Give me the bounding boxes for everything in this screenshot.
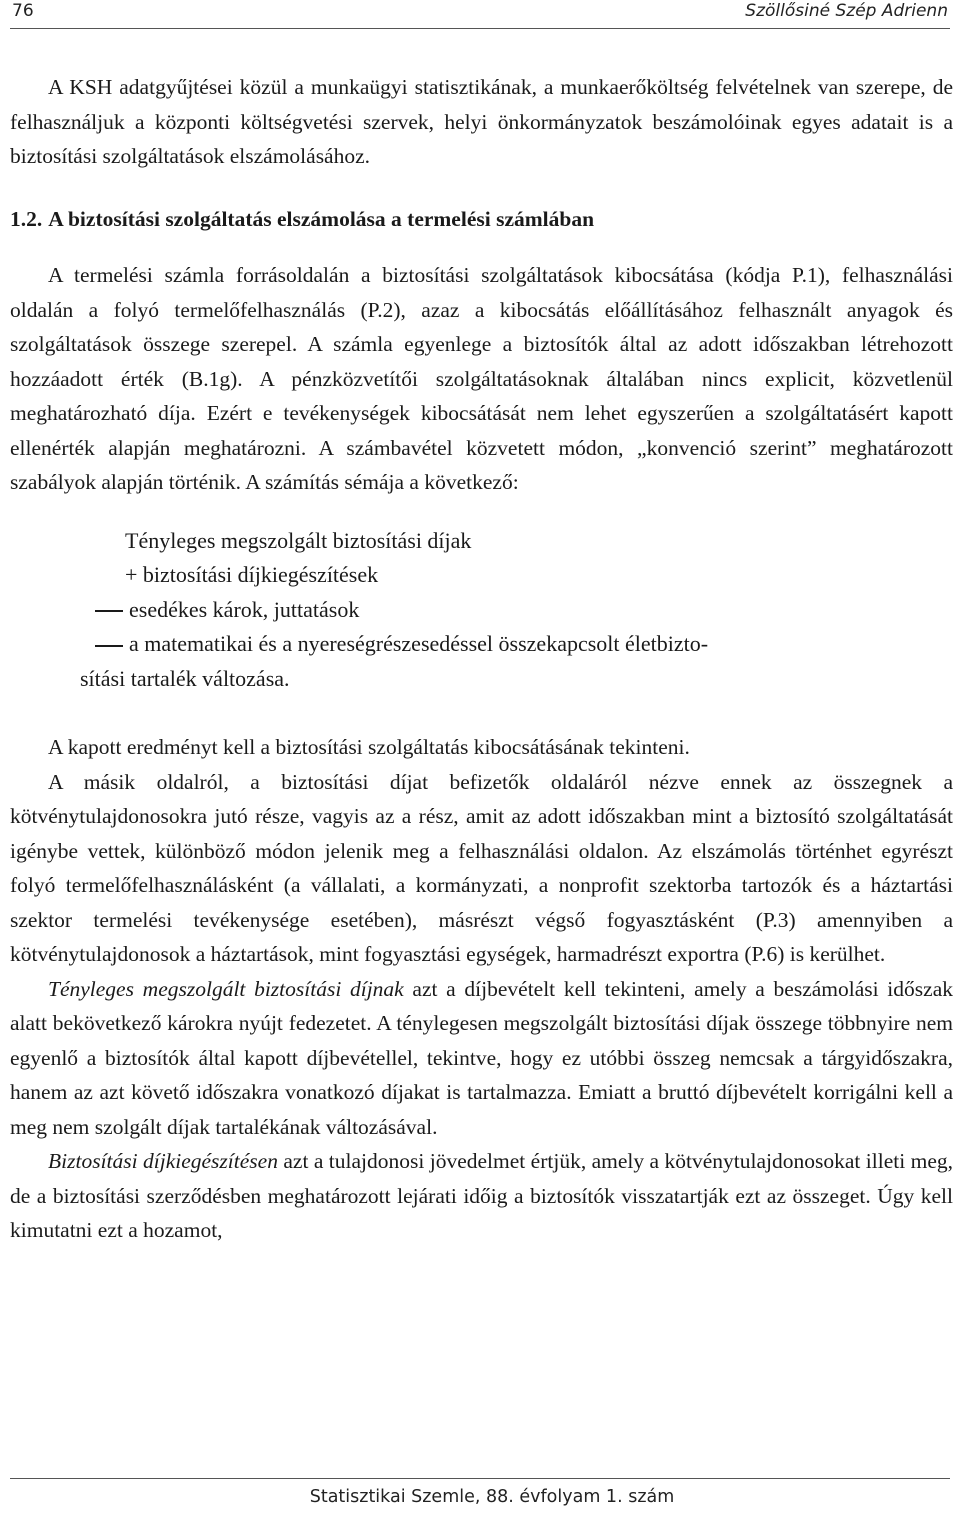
running-header [10, 0, 950, 29]
paragraph-earned-premiums-text: azt a díjbevételt kell tekinteni, amely a beszámolási időszak alatt bekövetkező károkra nyújt fedezetet. A ténylegesen megszolgált biztosítási díjak összege többnyire nem egyenlő a biztosítók által kapott díjbevétellel, tekintve, hogy ez utóbbi összeg nemcsak a tárgyidőszakra, hanem az azt követő időszakra vonatkozó díjakat is tartalmazza. Emiatt a bruttó díjbevételt korrigálni kell a meg nem szolgált díjak tartalékának változásával. [10, 976, 953, 1139]
formula-line-reserves-text: a matematikai és a nyereségrészesedéssel összekapcsolt életbizto- [129, 631, 709, 656]
paragraph-result: A kapott eredményt kell a biztosítási szolgáltatás kibocsátásának tekinteni. [48, 735, 690, 759]
term-earned-premiums: Tényleges megszolgált biztosítási díjnak [48, 976, 404, 1001]
journal-citation: Statisztikai Szemle, 88. évfolyam 1. szám [309, 1487, 675, 1507]
term-premium-supplements: Biztosítási díjkiegészítésen [48, 1149, 278, 1173]
paragraph-premium-supplements-text: azt a tulajdonosi jövedelmet értjük, amely a kötvénytulajdonosokat illeti meg, de a biztosítási szerződésben meghatározott lejárati időig a biztosítók visszatartják ezt az összeget. Úgy kell kimutatni ezt a hozamot, [10, 1149, 953, 1242]
running-header-author: Szöllősiné Szép Adrienn [745, 1, 948, 21]
paragraph-premium-supplements [10, 1144, 953, 1248]
section-heading [10, 202, 953, 237]
formula-line-supplements: + biztosítási díjkiegészítések [125, 562, 379, 587]
section-number: 1.2. [10, 206, 43, 231]
paragraph-usage-side: A másik oldalról, a biztosítási díjat befizetők oldaláról nézve ennek az összegnek a kötvénytulajdonosokra jutó része, vagyis az a rész, amit az adott időszakban mint a biztosító szolgáltatását igénybe vettek, különböző módon jelenik meg a felhasználási oldalon. Az elszámolás történhet egyrészt folyó termelőfelhasználásként (a vállalati, a kormányzati, a nonprofit szektorba tartozók és a háztartási szektor termelési tevékenysége esetében), másrészt végső fogyasztásként (P.3) amennyiben a kötvénytulajdonosok a háztartások, mint fogyasztási egységek, harmadrészt exportra (P.6) is kerülhet. [10, 769, 953, 966]
minus-sign-icon [95, 645, 123, 647]
formula-line-claims [10, 593, 953, 628]
formula-line-claims-text: esedékes károk, juttatások [129, 596, 360, 622]
calculation-scheme [10, 524, 953, 697]
paragraph-earned-premiums [10, 972, 953, 1145]
minus-sign-icon [95, 610, 123, 612]
formula-line-reserves-continued: sítási tartalék változása. [80, 665, 290, 691]
running-footer [10, 1478, 950, 1507]
paragraph-intro: A KSH adatgyűjtései közül a munkaügyi statisztikának, a munkaerőköltség felvételnek van szerepe, de felhasználjuk a központi költségvetési szervek, helyi önkormányzatok beszámolóinak egyes adatait is a biztosítási szolgáltatások elszámolásához. [10, 75, 953, 168]
section-title: A biztosítási szolgáltatás elszámolása a termelési számlában [48, 206, 595, 231]
paragraph-production-account: A termelési számla forrásoldalán a biztosítási szolgáltatások kibocsátása (kódja P.1), felhasználási oldalán a folyó termelőfelhasználás (P.2), azaz a kibocsátás előállításához felhasznált anyagok és szolgáltatások összege szerepel. A számla egyenlege a biztosítók által az adott időszakban létrehozott hozzáadott érték (B.1g). A pénzközvetítői szolgáltatásoknak általában nincs explicit, közvetlenül meghatározható díja. Ezért e tevékenységek kibocsátását nem lehet egyszerűen a szolgáltatásért kapott ellenérték alapján meghatározni. A számbavétel közvetett módon, „konvenció szerint” meghatározott szabályok alapján történik. A számítás sémája a következő: [10, 263, 953, 494]
formula-line-reserves [10, 627, 953, 662]
formula-line-premiums: Tényleges megszolgált biztosítási díjak [125, 527, 472, 553]
page-number: 76 [12, 1, 34, 21]
page-body [10, 70, 953, 1248]
